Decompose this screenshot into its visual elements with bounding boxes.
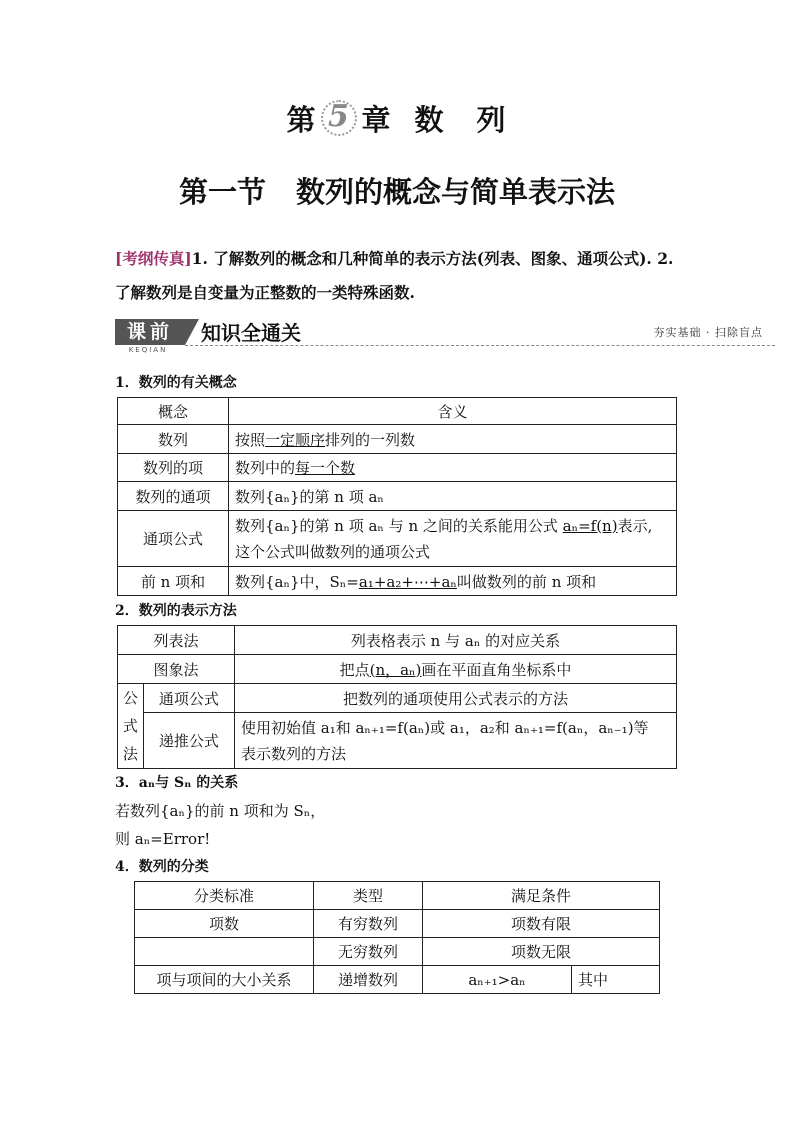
table-cell: 数列中的每一个数 bbox=[229, 454, 677, 482]
concept-header: 概念 bbox=[118, 398, 229, 425]
table-cell: 有穷数列 bbox=[314, 910, 423, 938]
chapter-title bbox=[0, 98, 794, 139]
table-cell: 递增数列 bbox=[314, 966, 423, 994]
banner-badge: 课前 bbox=[115, 319, 185, 345]
table-cell: 通项公式 bbox=[143, 684, 234, 713]
section-title bbox=[0, 170, 794, 211]
table-cell: 项数有限 bbox=[423, 910, 660, 938]
sec3-heading: 3．aₙ与 Sₙ 的关系 bbox=[115, 775, 239, 791]
chapter-name: 数 列 bbox=[414, 103, 508, 137]
chapter-suffix: 章 bbox=[361, 103, 393, 137]
table-header: 类型 bbox=[314, 882, 423, 910]
table-header: 分类标准 bbox=[135, 882, 314, 910]
chapter-number: 5 bbox=[328, 99, 351, 134]
table-cell: aₙ₊₁>aₙ bbox=[423, 966, 572, 994]
syllabus-intro bbox=[115, 242, 685, 310]
sec2-heading: 2．数列的表示方法 bbox=[115, 603, 237, 619]
table-cell: 列表法 bbox=[118, 626, 235, 655]
table-cell: 数列的项 bbox=[118, 454, 229, 482]
sec4-heading: 4．数列的分类 bbox=[115, 859, 209, 875]
table-cell: 递推公式 bbox=[143, 713, 234, 769]
representation-table bbox=[117, 625, 677, 769]
table-header: 满足条件 bbox=[423, 882, 660, 910]
meaning-header: 含义 bbox=[229, 398, 677, 425]
table-cell: 数列 bbox=[118, 425, 229, 454]
table-cell bbox=[135, 938, 314, 966]
banner-divider bbox=[185, 345, 775, 346]
sec3-line1: 若数列{aₙ}的前 n 项和为 Sₙ， bbox=[115, 802, 326, 820]
syllabus-text: 1. 了解数列的概念和几种简单的表示方法(列表、图象、通项公式). 2. 了解数列是自变量为正整数的一类特殊函数. bbox=[115, 249, 674, 302]
table-cell: 无穷数列 bbox=[314, 938, 423, 966]
chapter-prefix: 第 bbox=[286, 103, 318, 137]
section-label: 第一节 bbox=[178, 175, 266, 209]
table-cell: 列表格表示 n 与 aₙ 的对应关系 bbox=[235, 626, 677, 655]
classification-table bbox=[134, 881, 660, 994]
table-cell: 其中 bbox=[572, 966, 660, 994]
syllabus-tag: [考纲传真] bbox=[115, 249, 192, 268]
banner-slogan: 夯实基础 · 扫除盲点 bbox=[653, 326, 763, 339]
table-cell: 项数无限 bbox=[423, 938, 660, 966]
banner-badge-pinyin: KEQIAN bbox=[128, 346, 168, 354]
table-cell: 数列{aₙ}的第 n 项 aₙ 与 n 之间的关系能用公式 aₙ=f(n)表示, 这个公式叫做数列的通项公式 bbox=[229, 511, 677, 567]
table-cell: 图象法 bbox=[118, 655, 235, 684]
table-cell: 数列{aₙ}中，Sₙ=a₁+a₂+⋯+aₙ叫做数列的前 n 项和 bbox=[229, 567, 677, 596]
concept-table bbox=[117, 397, 677, 596]
table-cell: 前 n 项和 bbox=[118, 567, 229, 596]
table-cell: 数列的通项 bbox=[118, 482, 229, 511]
banner-heading: 知识全通关 bbox=[201, 321, 301, 345]
table-cell: 数列{aₙ}的第 n 项 aₙ bbox=[229, 482, 677, 511]
table-cell: 把数列的通项使用公式表示的方法 bbox=[235, 684, 677, 713]
table-cell: 使用初始值 a₁和 aₙ₊₁=f(aₙ)或 a₁，a₂和 aₙ₊₁=f(aₙ，aₙ₋₁)等 表示数列的方法 bbox=[235, 713, 677, 769]
table-cell: 按照一定顺序排列的一列数 bbox=[229, 425, 677, 454]
table-cell: 项数 bbox=[135, 910, 314, 938]
table-cell: 通项公式 bbox=[118, 511, 229, 567]
sec3-line2: 则 aₙ=Error! bbox=[115, 830, 211, 848]
pre-class-banner bbox=[115, 315, 775, 355]
chapter-number-badge bbox=[321, 100, 357, 136]
formula-group-label: 公式法 bbox=[118, 684, 144, 769]
section-name: 数列的概念与简单表示法 bbox=[296, 175, 616, 209]
table-cell: 把点(n，aₙ)画在平面直角坐标系中 bbox=[235, 655, 677, 684]
sec1-heading: 1．数列的有关概念 bbox=[115, 375, 237, 391]
table-cell: 项与项间的大小关系 bbox=[135, 966, 314, 994]
